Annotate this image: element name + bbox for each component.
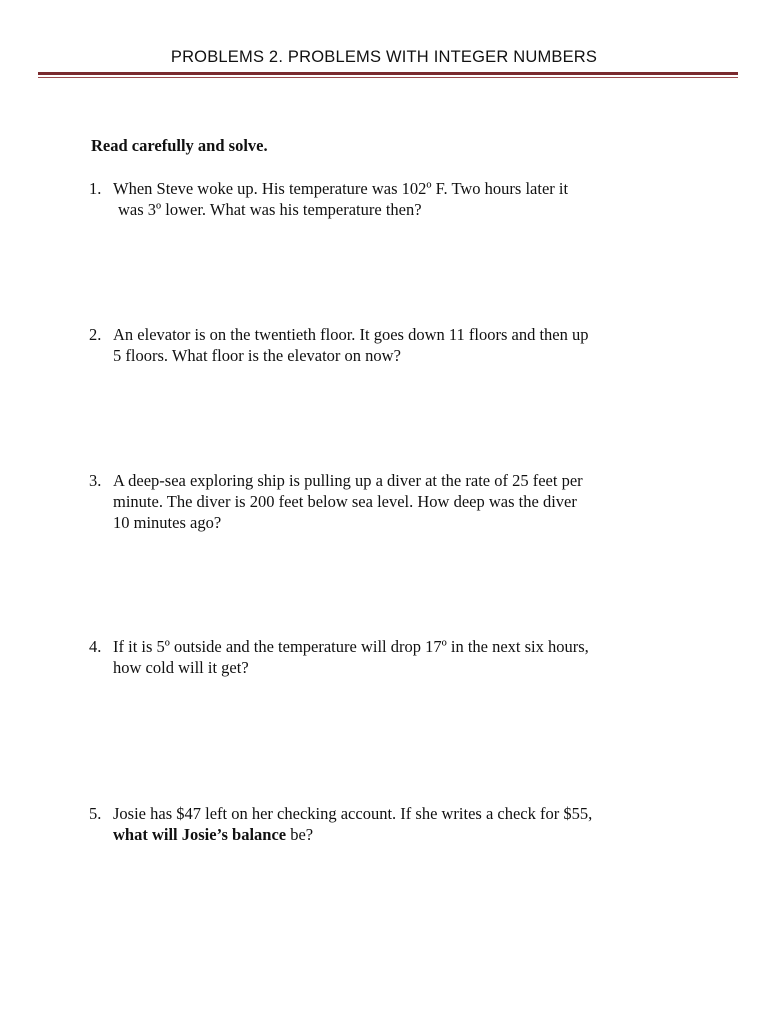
problem-number: 3. [89,471,102,490]
problem-line-last [113,824,649,845]
problem-number: 1. [89,179,102,198]
problem-line: If it is 5º outside and the temperature will drop 17º in the next six hours, [113,637,589,656]
problem-text [113,178,649,220]
problem-line: 5 floors. What floor is the elevator on now? [113,346,401,365]
page-title: PROBLEMS 2. PROBLEMS WITH INTEGER NUMBERS [170,48,598,66]
header-rule-thin [38,77,738,78]
problem-number: 5. [89,804,102,823]
problem-line: A deep-sea exploring ship is pulling up a diver at the rate of 25 feet per [113,471,583,490]
problem-line: Josie has $47 left on her checking account. If she writes a check for $55, [113,804,593,823]
problem-line: 10 minutes ago? [113,513,222,532]
problem-2 [89,324,649,366]
problem-1 [89,178,649,220]
instructions-heading: Read carefully and solve. [91,136,268,155]
problem-text [113,470,649,533]
problem-line: how cold will it get? [113,658,249,677]
problem-4 [89,636,649,678]
problem-text [113,636,649,678]
header-rule-thick [38,72,738,75]
problem-number: 4. [89,637,102,656]
problem-text [113,803,649,845]
problem-line: minute. The diver is 200 feet below sea level. How deep was the diver [113,492,577,511]
problem-3 [89,470,649,533]
problem-line: An elevator is on the twentieth floor. It goes down 11 floors and then up [113,325,589,344]
problem-line-rest: be? [286,825,314,844]
problem-number: 2. [89,325,102,344]
problem-bold-phrase: what will Josie’s balance [113,825,287,844]
problem-text [113,324,649,366]
problem-line: was 3º lower. What was his temperature then? [118,200,422,219]
problem-5 [89,803,649,845]
problem-line: When Steve woke up. His temperature was 102º F. Two hours later it [113,179,569,198]
